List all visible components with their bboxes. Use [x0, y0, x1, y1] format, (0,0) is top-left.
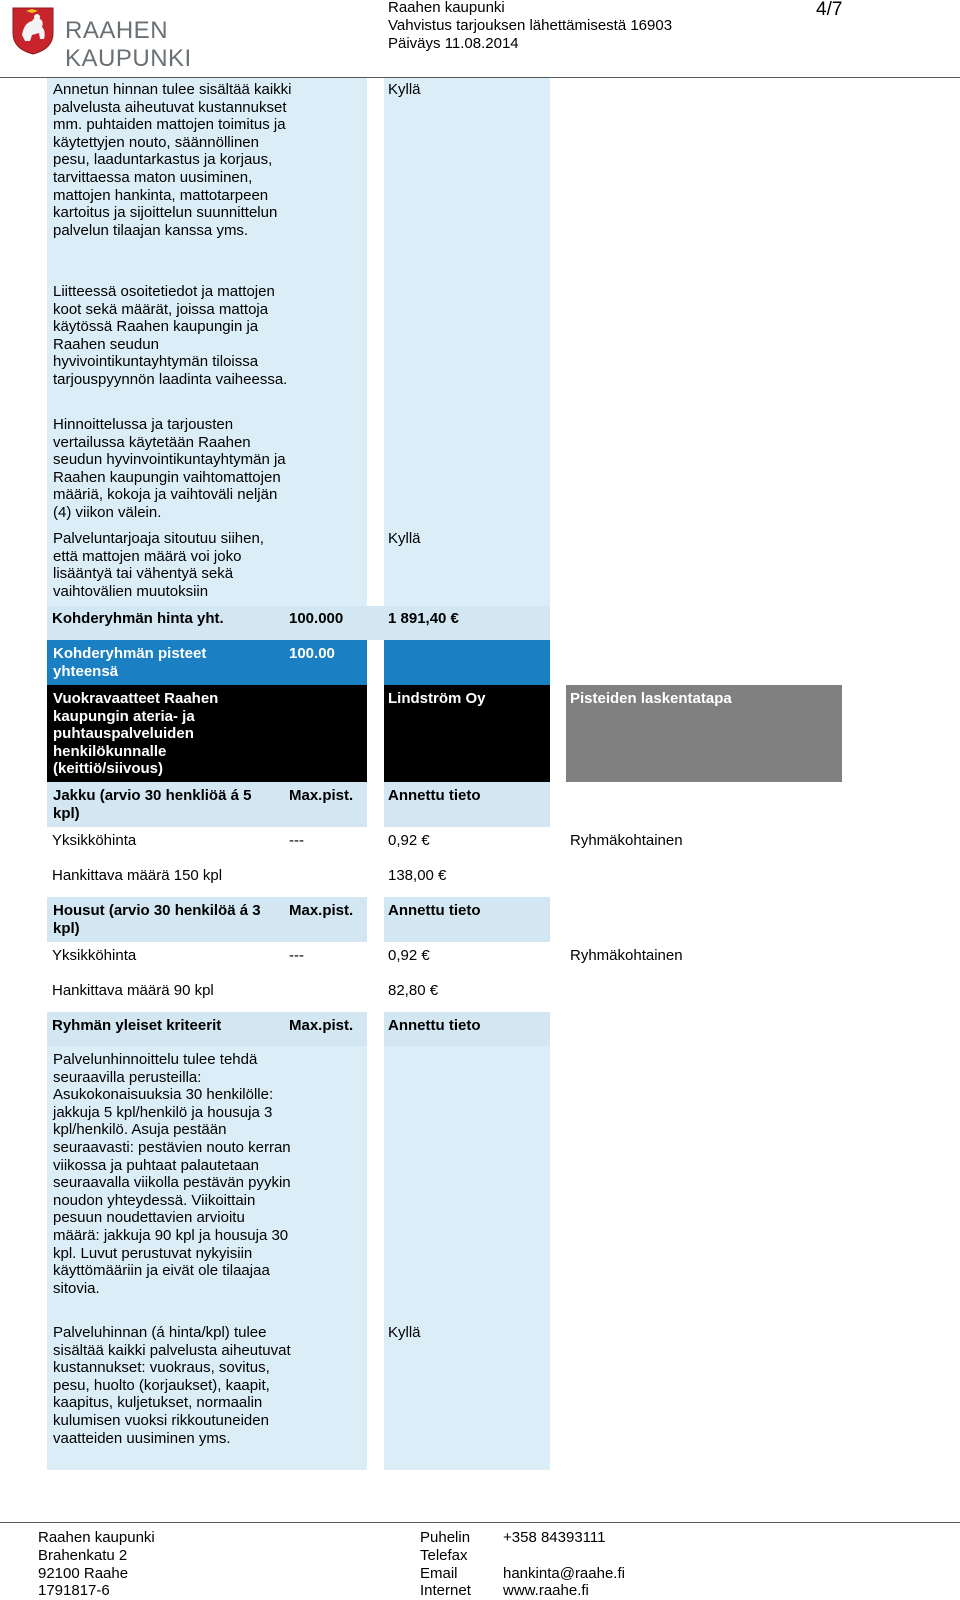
requirement-text-4: Palveluntarjoaja sitoutuu siihen, että mattojen määrä voi joko lisääntyä tai vähentyä sekä vaihtovälien muutoksiin — [53, 530, 264, 600]
city-logo — [10, 5, 270, 72]
footer-street: Brahenkatu 2 — [38, 1546, 128, 1564]
footer-phone-label: Puhelin — [420, 1529, 471, 1546]
footer-phone[interactable]: +358 84393111 — [503, 1529, 606, 1546]
footer-org: Raahen kaupunki — [38, 1529, 155, 1546]
points-label: Kohderyhmän pisteet yhteensä — [53, 645, 207, 680]
footer-fax-label: Telefax — [420, 1546, 468, 1564]
coat-of-arms-icon — [10, 5, 56, 55]
footer-postal: 92100 Raahe — [38, 1564, 129, 1582]
item1-info: Annettu tieto — [388, 787, 481, 804]
total-value: 1 891,40 € — [388, 610, 459, 627]
logo-text: RAAHEN KAUPUNKI — [65, 17, 192, 72]
scoring-method-header: Pisteiden laskentatapa — [570, 690, 732, 707]
page-number: 4/7 — [816, 0, 843, 20]
item2-title: Housut (arvio 30 henkilöä á 3 kpl) — [53, 902, 261, 937]
footer-address — [38, 1529, 155, 1600]
item1-unit-points: --- — [289, 832, 304, 849]
item2-unit-method: Ryhmäkohtainen — [570, 947, 683, 964]
page-header — [0, 0, 960, 78]
footer-fax — [503, 1547, 625, 1565]
footer-business-id: 1791817-6 — [38, 1582, 110, 1600]
footer-contact-labels — [420, 1529, 471, 1600]
footer-email-label: Email — [420, 1564, 458, 1582]
item1-unit-method: Ryhmäkohtainen — [570, 832, 683, 849]
section1-answer-cell — [384, 78, 550, 606]
supplier-name: Lindström Oy — [388, 690, 486, 707]
item1-qty-label: Hankittava määrä 150 kpl — [52, 867, 223, 884]
item1-title: Jakku (arvio 30 henkliöä á 5 kpl) — [53, 787, 252, 822]
item1-unit-price: 0,92 € — [388, 832, 430, 849]
item1-maxpist: Max.pist. — [289, 787, 354, 804]
requirement-text-2: Liitteessä osoitetiedot ja mattojen koot sekä määrät, joissa mattoja käytössä Raahen kaupungin ja Raahen seudun hyvivointikuntayhtymän tiloissa tarjouspyynnön laadinta vaiheessa. — [53, 283, 288, 388]
item2-qty-value: 82,80 € — [388, 982, 439, 999]
document-info — [388, 0, 672, 53]
item2-unit-price: 0,92 € — [388, 947, 430, 964]
header-doc-title: Vahvistus tarjouksen lähettämisestä 16903 — [388, 17, 673, 34]
header-org: Raahen kaupunki — [388, 0, 505, 16]
criteria-text-1: Palvelunhinnoittelu tulee tehdä seuraavilla perusteilla: Asukokonaisuuksia 30 henkilölle: jakkuja 5 kpl/henkilö ja housuja 3 kpl/henkilö. Asuja pestään seuraavasti: pestävien nouto kerran viikossa ja puhtaat palautetaan seuraavalla viikolla pestävän pyykin noudon yhteydessä. Viikoittain pesuun noudettavien arvioitu määrä: jakkuja 90 kpl ja housuja 30 kpl. Luvut perustuvat nykyisiin käyttömääriin ja eivät ole tilaajaa sitovia. — [53, 1051, 291, 1297]
item2-unit-label: Yksikköhinta — [52, 947, 137, 964]
requirement-text-3: Hinnoittelussa ja tarjousten vertailussa käytetään Raahen seudun hyvinvointikuntayhtymän ja Raahen kaupungin vaihtomattojen määriä, kokoja ja vaihtoväli neljän (4) viikon välein. — [53, 416, 286, 521]
footer-contact-values — [503, 1529, 625, 1600]
item1-unit-label: Yksikköhinta — [52, 832, 137, 849]
criteria-answer-cell — [384, 1046, 550, 1470]
requirement-answer-4: Kyllä — [388, 530, 421, 547]
item2-maxpist: Max.pist. — [289, 902, 354, 919]
criteria-title: Ryhmän yleiset kriteerit — [52, 1017, 222, 1034]
total-points: 100.000 — [289, 610, 344, 627]
points-value: 100.00 — [289, 645, 335, 662]
item2-info: Annettu tieto — [388, 902, 481, 919]
criteria-maxpist: Max.pist. — [289, 1017, 354, 1034]
item2-unit-points: --- — [289, 947, 304, 964]
requirement-text-1: Annetun hinnan tulee sisältää kaikki palvelusta aiheutuvat kustannukset mm. puhtaiden mattojen toimitus ja käytettyjen nouto, säännöllinen pesu, laaduntarkastus ja korjaus, tarvittaessa maton uusiminen, mattojen hankinta, mattotarpeen kartoitus ja sijoittelun suunnittelun palvelun tilaajan kanssa yms. — [53, 81, 292, 239]
criteria-info: Annettu tieto — [388, 1017, 481, 1034]
group-title: Vuokravaatteet Raahen kaupungin ateria- ja puhtauspalveluiden henkilökunnalle (keittiö/siivous) — [53, 690, 219, 778]
requirement-answer-1: Kyllä — [388, 81, 421, 98]
header-date: Päiväys 11.08.2014 — [388, 35, 519, 52]
item2-qty-label: Hankittava määrä 90 kpl — [52, 982, 214, 999]
total-label: Kohderyhmän hinta yht. — [52, 610, 224, 627]
footer-internet-label: Internet — [420, 1582, 471, 1600]
footer-email-link[interactable]: hankinta@raahe.fi — [503, 1564, 625, 1582]
criteria-answer-2: Kyllä — [388, 1324, 421, 1341]
points-row-answer-cell — [384, 640, 550, 685]
item1-qty-value: 138,00 € — [388, 867, 447, 884]
footer-internet-link[interactable]: www.raahe.fi — [503, 1582, 589, 1600]
criteria-text-2: Palveluhinnan (á hinta/kpl) tulee sisältää kaikki palvelusta aiheutuvat kustannukset: vuokraus, sovitus, pesu, huolto (korjaukset), kaapit, kaapitus, kuljetukset, normaalin kulumisen vuoksi rikkoutuneiden vaatteiden uusiminen yms. — [53, 1324, 291, 1447]
page-footer — [0, 1522, 960, 1600]
